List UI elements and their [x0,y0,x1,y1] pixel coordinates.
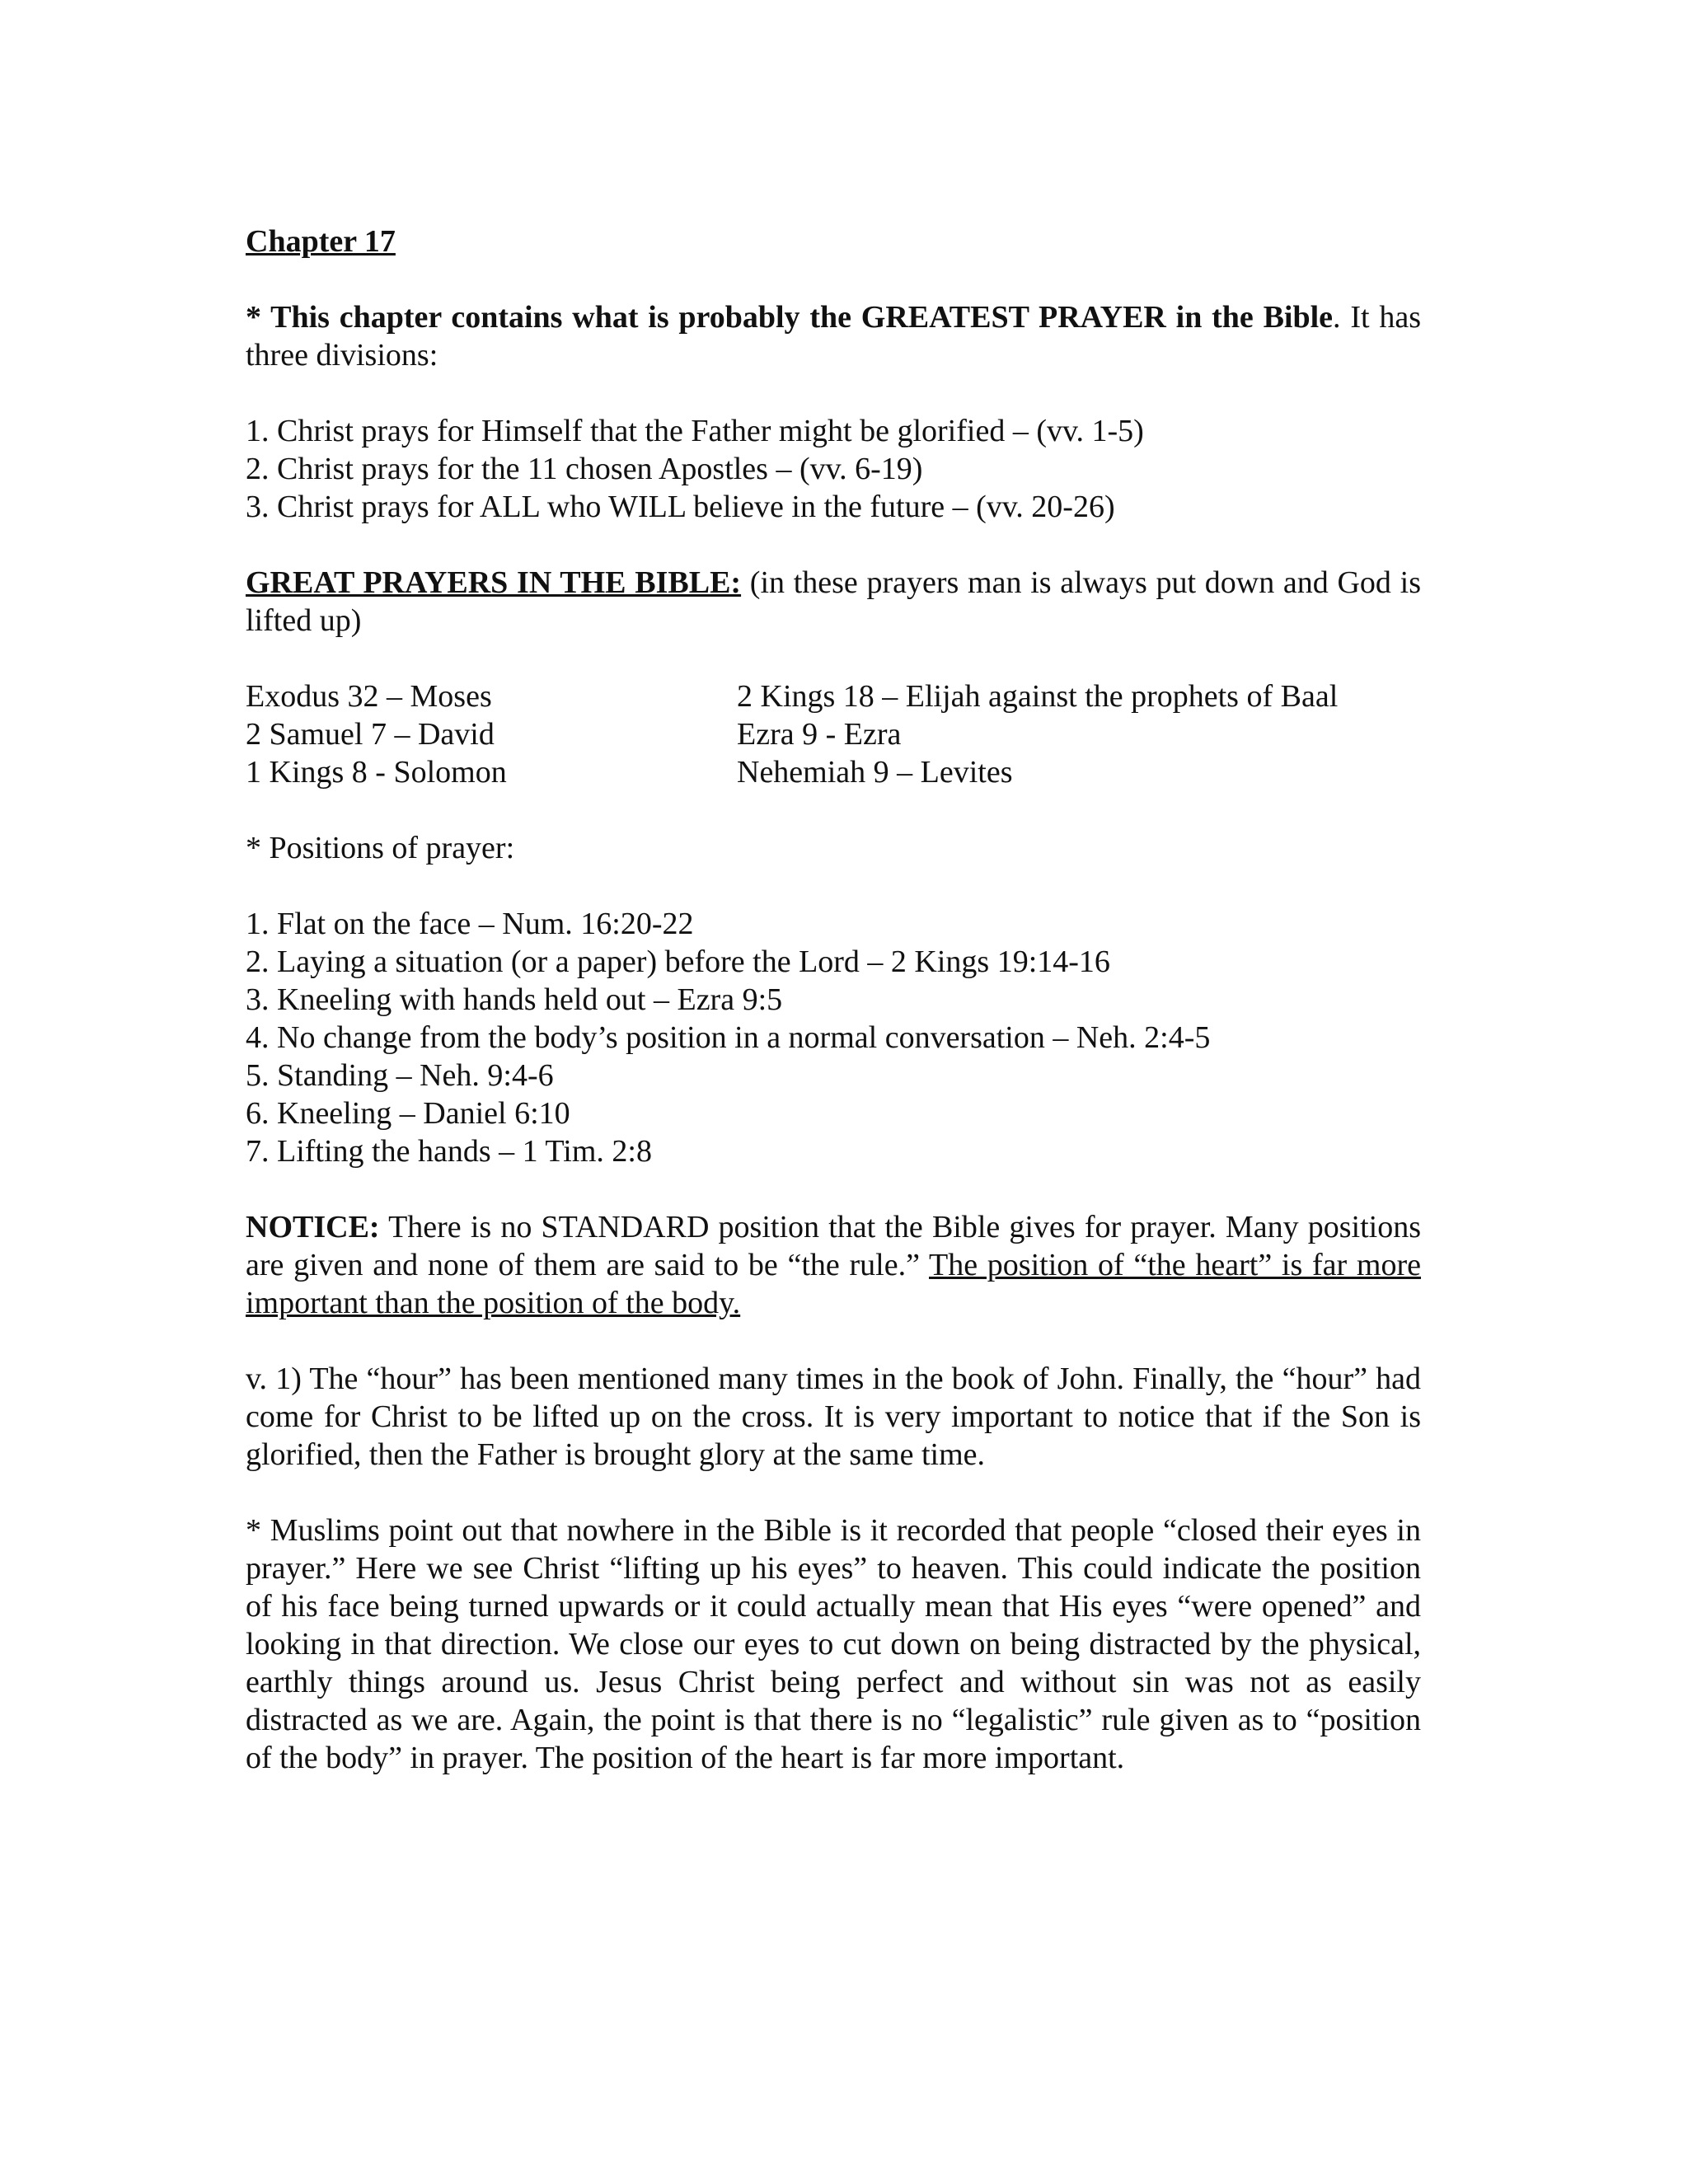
verse1-paragraph [246,1360,1421,1474]
position-item: 4. No change from the body’s position in a normal conversation – Neh. 2:4-5 [246,1020,1211,1055]
division-item: 1. Christ prays for Himself that the Father might be glorified – (vv. 1-5) [246,414,1144,448]
prayer-reference: Ezra 9 - Ezra [737,717,902,752]
positions-heading-block [246,829,1421,867]
prayer-reference: 2 Kings 18 – Elijah against the prophets of Baal [737,679,1339,714]
verse1-text: v. 1) The “hour” has been mentioned many times in the book of John. Finally, the “hour” had come for Christ to be lifted up on the cross. It is very important to notice that if the Son is glorified, then the Father is brought glory at the same time. [246,1361,1421,1472]
muslims-paragraph [246,1511,1421,1777]
great-prayers-heading: GREAT PRAYERS IN THE BIBLE: [246,565,742,600]
great-prayers-table [246,677,1421,791]
division-item: 3. Christ prays for ALL who WILL believe in the future – (vv. 20-26) [246,490,1115,524]
intro-paragraph [246,298,1421,374]
position-item: 3. Kneeling with hands held out – Ezra 9:5 [246,982,783,1017]
great-prayers-paragraph [246,564,1421,640]
muslims-note-text: * Muslims point out that nowhere in the Bible is it recorded that people “closed their eyes in prayer.” Here we see Christ “lifting up his eyes” to heaven. This could indicate the position of his face being turned upwards or it could actually mean that His eyes “were opened” and looking in that direction. We close our eyes to cut down on being distracted by the physical, earthly things around us. Jesus Christ being perfect and without sin was not as easily distracted as we are. Again, the point is that there is no “legalistic” rule given as to “position of the body” in prayer. The position of the heart is far more important. [246,1513,1421,1775]
great-prayers-right-column [737,677,1421,791]
positions-heading: * Positions of prayer: [246,831,515,865]
notice-label: NOTICE: [246,1210,380,1244]
chapter-title: Chapter 17 [246,224,396,259]
notice-text: There is no STANDARD position that the Bible gives for prayer. Many positions are given and none of them are said to be “the rule.” [246,1210,1421,1282]
position-item: 7. Lifting the hands – 1 Tim. 2:8 [246,1134,652,1169]
position-item: 1. Flat on the face – Num. 16:20-22 [246,907,694,941]
prayer-reference: Nehemiah 9 – Levites [737,755,1013,790]
division-item: 2. Christ prays for the 11 chosen Apostles – (vv. 6-19) [246,452,923,486]
notice-underlined-text: The position of “the heart” is far more important than the position of the body. [246,1248,1421,1320]
chapter-heading-block [246,223,1421,260]
document-page [246,223,1421,1815]
intro-rest-text: . It has three divisions: [246,300,1421,373]
position-item: 2. Laying a situation (or a paper) before the Lord – 2 Kings 19:14-16 [246,944,1110,979]
great-prayers-note: (in these prayers man is always put down and God is lifted up) [246,565,1421,638]
prayer-reference: 2 Samuel 7 – David [246,717,495,752]
prayer-reference: 1 Kings 8 - Solomon [246,755,507,790]
notice-paragraph [246,1208,1421,1322]
divisions-list [246,412,1421,526]
position-item: 5. Standing – Neh. 9:4-6 [246,1058,554,1093]
great-prayers-left-column [246,677,737,791]
positions-list [246,905,1421,1170]
intro-bold-text: * This chapter contains what is probably the GREATEST PRAYER in the Bible [246,300,1334,335]
position-item: 6. Kneeling – Daniel 6:10 [246,1096,570,1131]
prayer-reference: Exodus 32 – Moses [246,679,492,714]
